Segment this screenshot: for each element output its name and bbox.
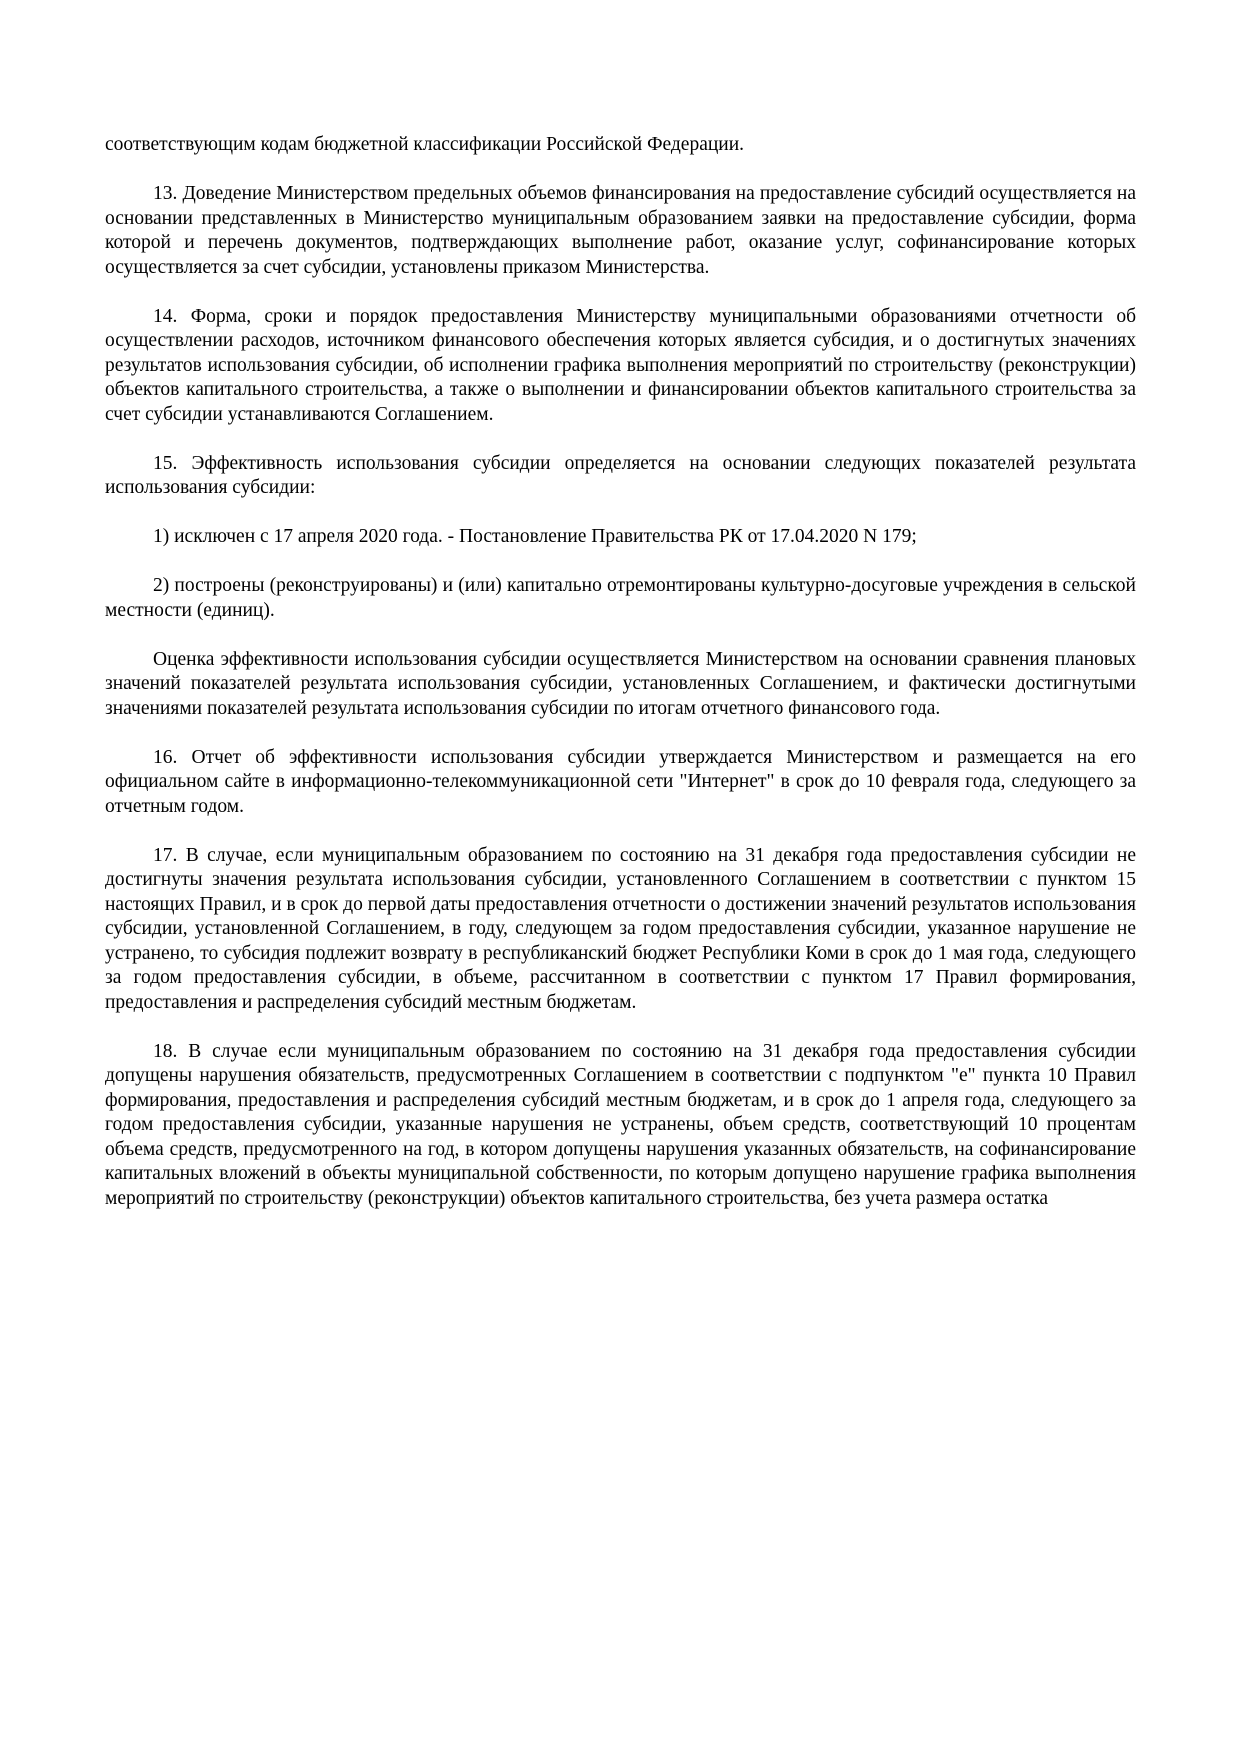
paragraph-item-17: 17. В случае, если муниципальным образованием по состоянию на 31 декабря года предоставления субсидии не достигнуты значения результата использования субсидии, установленного Соглашением в соответствии с пунктом 15 настоящих Правил, и в срок до первой даты предоставления отчетности о достижении значений результатов использования субсидии, установленной Соглашением, в году, следующем за годом предоставления субсидии, указанное нарушение не устранено, то субсидия подлежит возврату в республиканский бюджет Республики Коми в срок до 1 мая года, следующего за годом предоставления субсидии, в объеме, рассчитанном в соответствии с пунктом 17 Правил формирования, предоставления и распределения субсидий местным бюджетам. (105, 844, 1136, 1013)
paragraph-item-16: 16. Отчет об эффективности использования субсидии утверждается Министерством и размещается на его официальном сайте в информационно-телекоммуникационной сети "Интернет" в срок до 10 февраля года, следующего за отчетным годом. (105, 746, 1136, 817)
paragraph-item-18: 18. В случае если муниципальным образованием по состоянию на 31 декабря года предоставления субсидии допущены нарушения обязательств, предусмотренных Соглашением в соответствии с подпунктом "е" пункта 10 Правил формирования, предоставления и распределения субсидий местным бюджетам, и в срок до 1 апреля года, следующего за годом предоставления субсидии, указанные нарушения не устранены, объем средств, соответствующий 10 процентам объема средств, предусмотренного на год, в котором допущены нарушения указанных обязательств, на софинансирование капитальных вложений в объекты муниципальной собственности, по которым допущено нарушение графика выполнения мероприятий по строительству (реконструкции) объектов капитального строительства, без учета размера остатка (105, 1040, 1136, 1209)
paragraph-item-15: 15. Эффективность использования субсидии определяется на основании следующих показателей результата использования субсидии: (105, 452, 1136, 498)
paragraph-item-13: 13. Доведение Министерством предельных объемов финансирования на предоставление субсидий осуществляется на основании представленных в Министерство муниципальным образованием заявки на предоставление субсидии, форма которой и перечень документов, подтверждающих выполнение работ, оказание услуг, софинансирование которых осуществляется за счет субсидии, установлены приказом Министерства. (105, 183, 1136, 278)
paragraph-item-14: 14. Форма, сроки и порядок предоставления Министерству муниципальными образованиями отчетности об осуществлении расходов, источником финансового обеспечения которых является субсидия, и о достигнутых значениях результатов использования субсидии, об исполнении графика выполнения мероприятий по строительству (реконструкции) объектов капитального строительства, а также о выполнении и финансировании объектов капитального строительства за счет субсидии устанавливаются Соглашением. (105, 305, 1136, 425)
paragraph-evaluation: Оценка эффективности использования субсидии осуществляется Министерством на основании сравнения плановых значений показателей результата использования субсидии, установленных Соглашением, и фактически достигнутыми значениями показателей результата использования субсидии по итогам отчетного финансового года. (105, 648, 1136, 719)
paragraph-subitem-1: 1) исключен с 17 апреля 2020 года. - Постановление Правительства РК от 17.04.2020 N 179; (153, 526, 917, 547)
paragraph-continuation: соответствующим кодам бюджетной классификации Российской Федерации. (105, 134, 745, 155)
paragraph-subitem-2: 2) построены (реконструированы) и (или) капитально отремонтированы культурно-досуговые учреждения в сельской местности (единиц). (105, 575, 1136, 621)
